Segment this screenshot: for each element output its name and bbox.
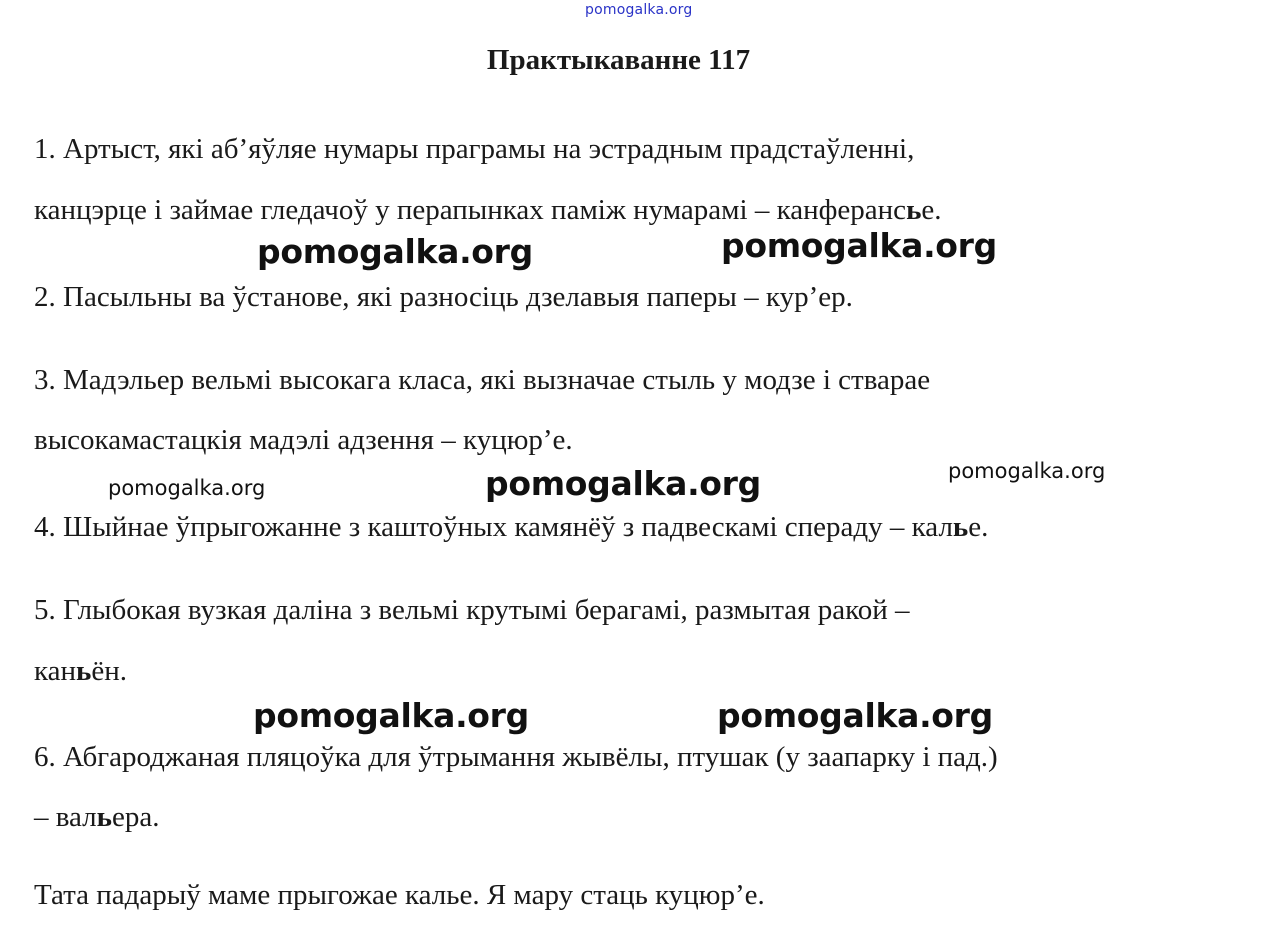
page-title: Практыкаванне 117 <box>486 44 751 76</box>
watermark: pomogalka.org <box>257 232 533 271</box>
text-span: е. <box>968 511 989 543</box>
watermark: pomogalka.org <box>948 459 1106 483</box>
highlighted-letter: ь <box>76 655 92 687</box>
item-4-line-1 <box>34 510 988 544</box>
item-6-line-2 <box>34 800 160 834</box>
watermark: pomogalka.org <box>108 476 266 500</box>
text-span: канцэрце і займае гледачоў у перапынках паміж нумарамі – канферанс <box>34 194 907 226</box>
example-sentence: Тата падарыў маме прыгожае кальe. Я мару стаць куцюр’е. <box>34 879 765 911</box>
item-3-line-1: 3. Мадэльер вельмі высокага класа, які вызначае стыль у модзе і стварае <box>34 364 931 396</box>
item-5-line-1: 5. Глыбокая вузкая даліна з вельмі крутымі берагамі, размытая ракой – <box>34 594 910 626</box>
highlighted-letter: ь <box>952 511 969 543</box>
item-1-line-1: 1. Артыст, які аб’яўляе нумары праграмы на эстрадным прадстаўленні, <box>34 133 915 165</box>
watermark: pomogalka.org <box>253 696 529 735</box>
item-3-line-2: высокамастацкія мадэлі адзення – куцюр’е. <box>34 424 573 456</box>
watermark: pomogalka.org <box>485 464 761 503</box>
text-span: ера. <box>112 801 160 833</box>
item-1-line-2 <box>34 193 942 227</box>
item-5-line-2 <box>34 654 127 688</box>
top-watermark-link[interactable]: pomogalka.org <box>585 2 693 18</box>
text-span: ён. <box>91 655 128 687</box>
watermark: pomogalka.org <box>717 696 993 735</box>
watermark: pomogalka.org <box>721 226 997 265</box>
item-2-line-1: 2. Пасыльны ва ўстанове, які разносіць дзелавыя паперы – кур’ер. <box>34 281 853 313</box>
text-span: кан <box>34 655 77 687</box>
highlighted-letter: ь <box>906 194 922 226</box>
text-span: е. <box>921 194 942 226</box>
text-span: – вал <box>34 801 97 833</box>
highlighted-letter: ь <box>96 801 113 833</box>
item-6-line-1: 6. Абгароджаная пляцоўка для ўтрымання жывёлы, птушак (у заапарку і пад.) <box>34 741 998 773</box>
text-span: 4. Шыйнае ўпрыгожанне з каштоўных камянёў з падвескамі спераду – кал <box>34 511 953 543</box>
